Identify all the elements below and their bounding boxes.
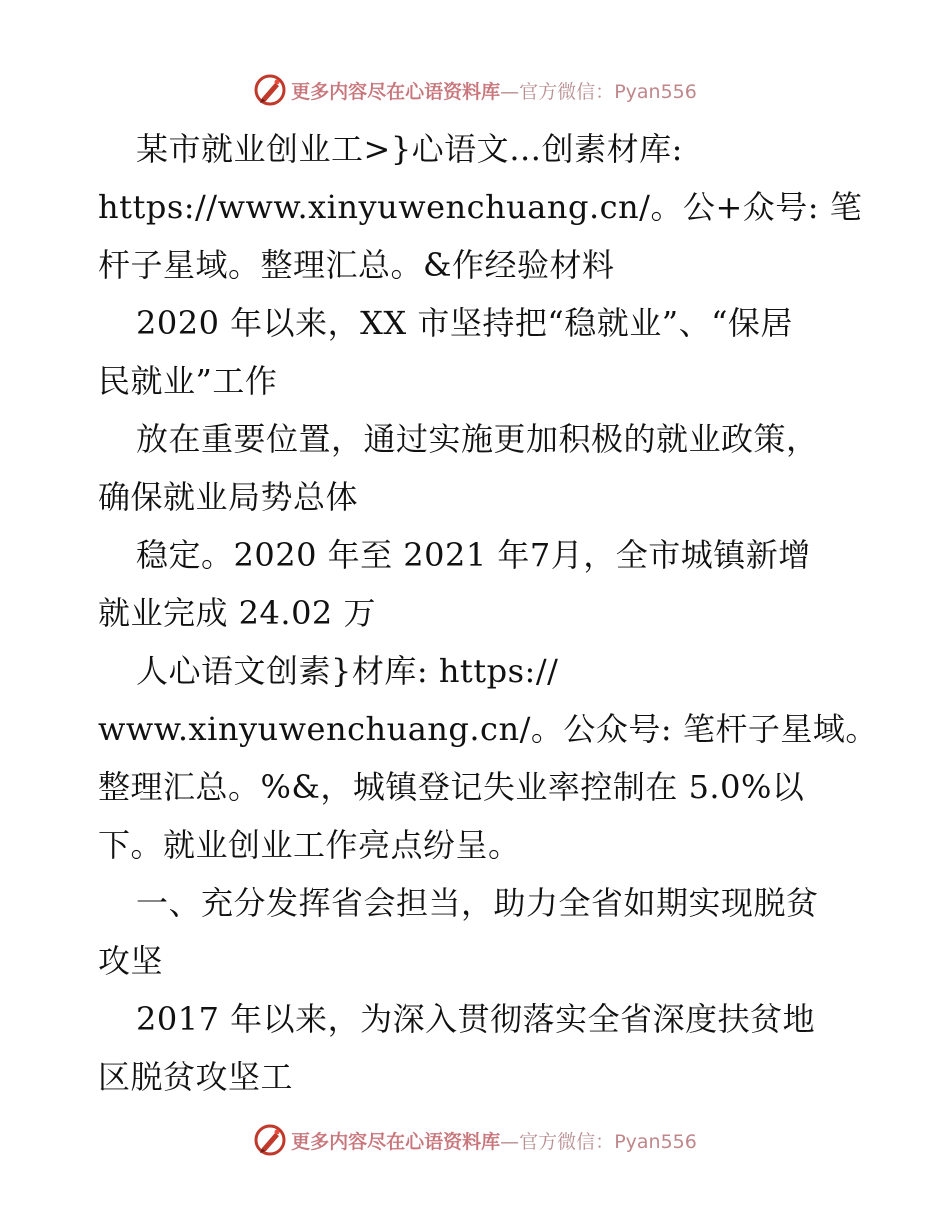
text-line: 整理汇总。%&，城镇登记失业率控制在 5.0%以	[98, 768, 805, 806]
banner-wechat-id: Pyan556	[614, 1130, 697, 1153]
text-line: 区脱贫攻坚工	[98, 1058, 294, 1096]
text-line: 某市就业创业工>}心语文…创素材库:	[136, 130, 683, 168]
text-line: 2020 年以来，XX 市坚持把“稳就业”、“保居	[136, 304, 793, 342]
text-line: 2017 年以来，为深入贯彻落实全省深度扶贫地	[136, 1000, 816, 1038]
text-line: 确保就业局势总体	[98, 478, 359, 516]
footer-banner	[0, 1120, 950, 1160]
pen-logo-icon	[253, 1123, 287, 1157]
banner-dash: —	[500, 1130, 520, 1153]
banner-wechat-id: Pyan556	[614, 80, 697, 103]
text-line: 下。就业创业工作亮点纷呈。	[98, 826, 521, 864]
text-line: 杆子星域。整理汇总。&作经验材料	[98, 246, 615, 284]
text-line: 稳定。2020 年至 2021 年7月，全市城镇新增	[136, 536, 811, 574]
document-body	[98, 120, 878, 1106]
banner-dash: —	[500, 80, 520, 103]
text-line: 放在重要位置，通过实施更加积极的就业政策，	[136, 420, 819, 458]
pen-logo-icon	[253, 73, 287, 107]
text-line: 民就业”工作	[98, 362, 278, 400]
banner-title: 更多内容尽在心语资料库	[291, 80, 501, 103]
text-line: https://www.xinyuwenchuang.cn/。公+众号: 笔	[98, 188, 863, 226]
header-banner	[0, 70, 950, 110]
text-line: 就业完成 24.02 万	[98, 594, 376, 632]
banner-title: 更多内容尽在心语资料库	[291, 1130, 501, 1153]
text-line: www.xinyuwenchuang.cn/。公众号: 笔杆子星域。	[98, 710, 878, 748]
section-heading: 一、充分发挥省会担当，助力全省如期实现脱贫	[136, 884, 819, 922]
section-heading: 攻坚	[98, 942, 164, 980]
text-line: 人心语文创素}材库: https://	[136, 652, 559, 690]
banner-wechat-label: 官方微信：	[519, 1130, 615, 1153]
banner-wechat-label: 官方微信：	[519, 80, 615, 103]
